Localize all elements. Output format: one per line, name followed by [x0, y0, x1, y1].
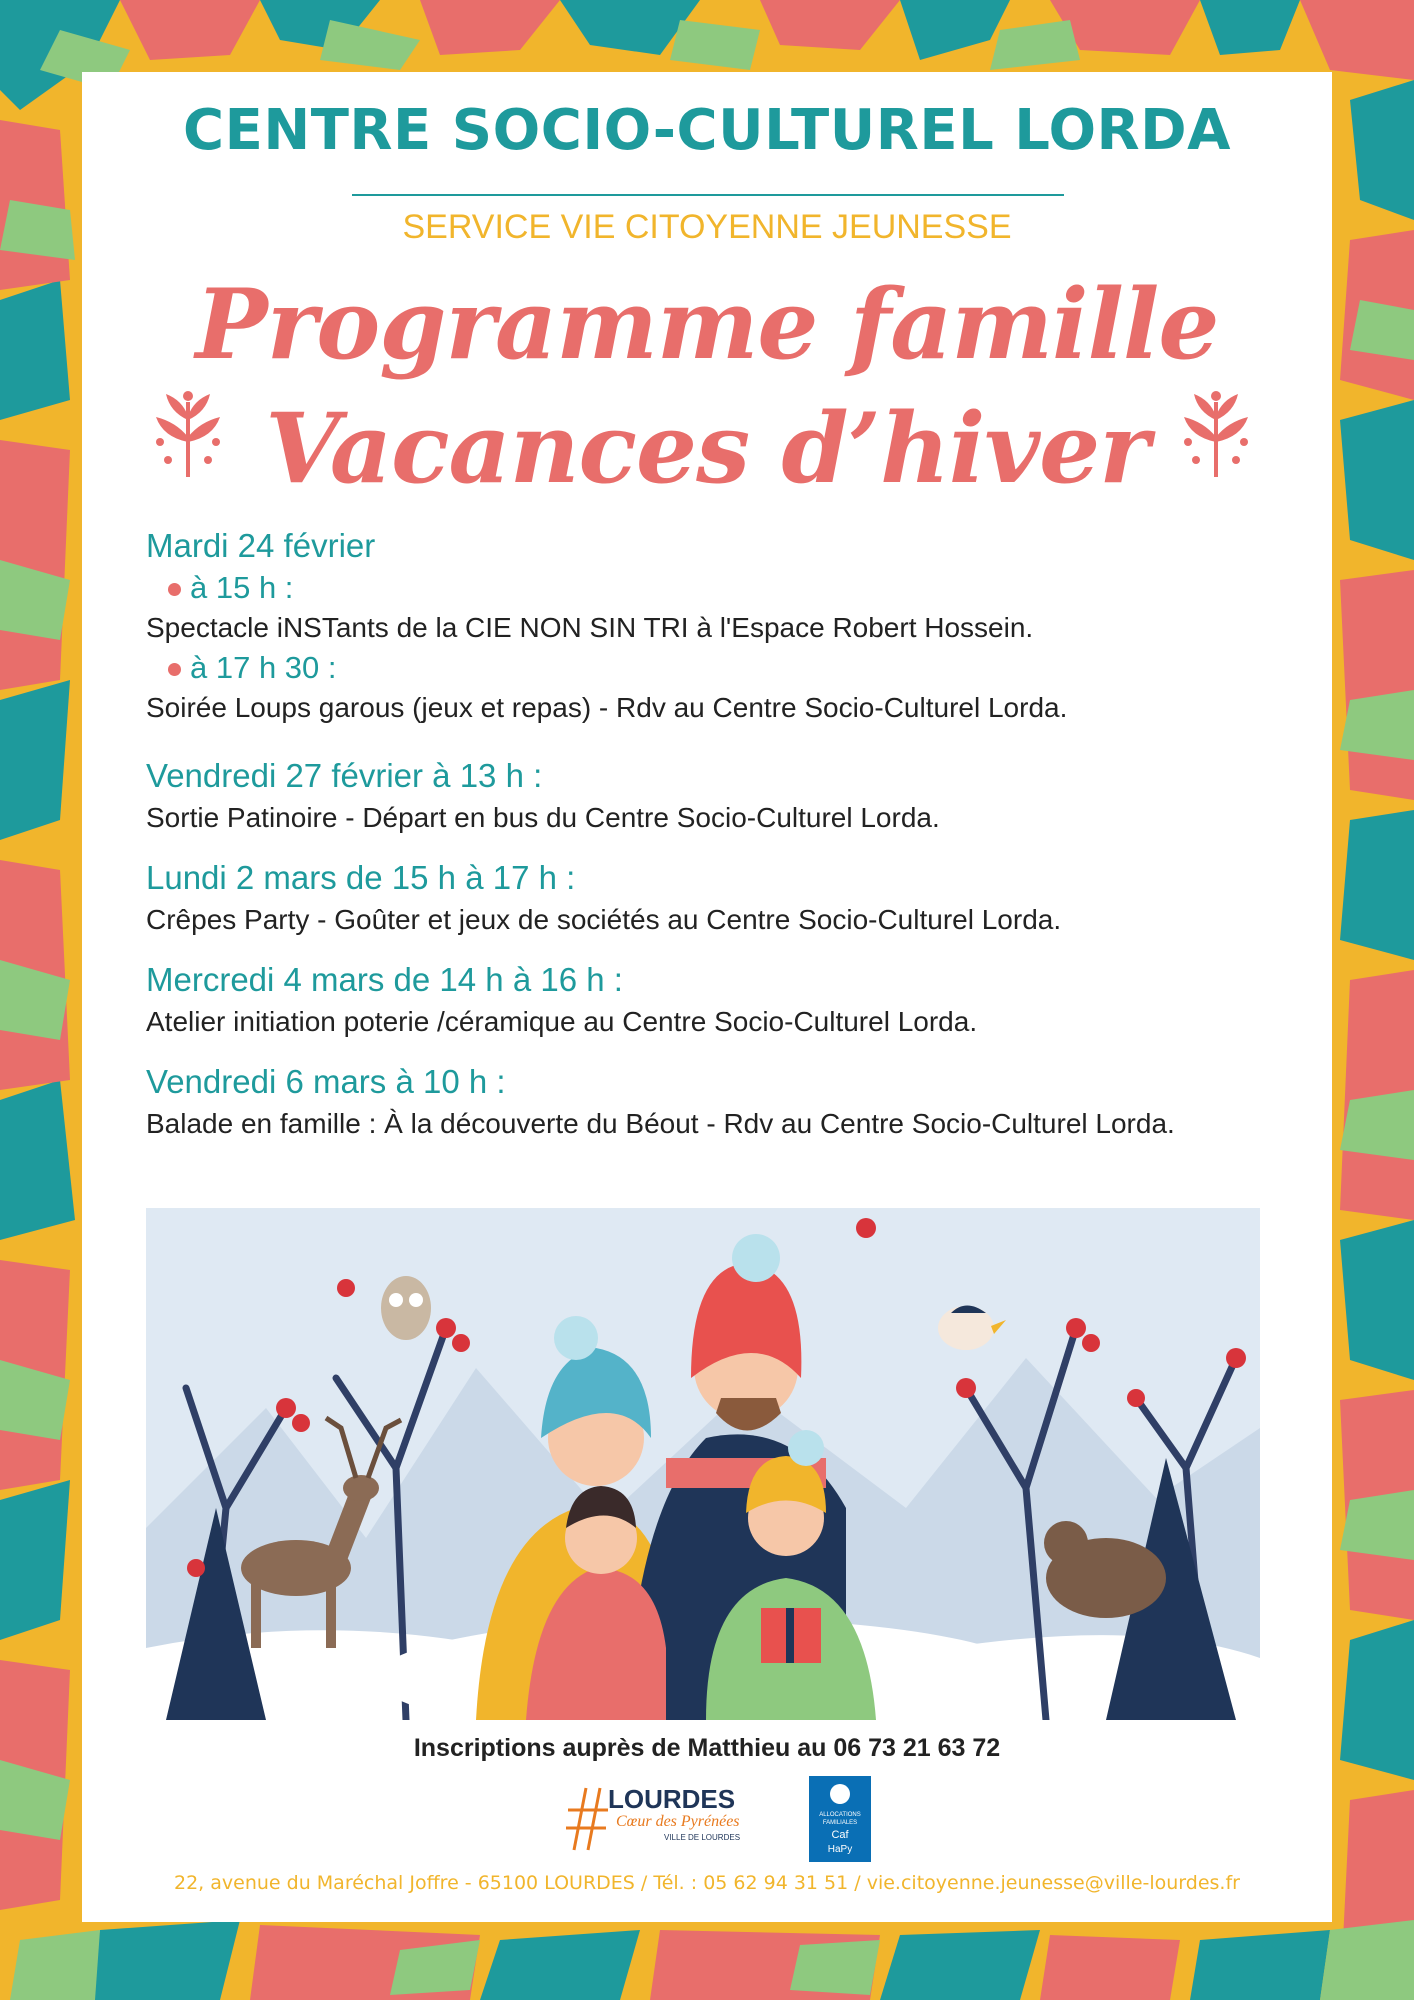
- event-item: [146, 524, 1296, 728]
- event-item: [146, 1060, 1296, 1144]
- event-time: à 15 h :: [146, 568, 1296, 608]
- caf-line4: HaPy: [827, 1844, 853, 1855]
- bullet-icon: [168, 663, 181, 676]
- title-divider: [352, 194, 1064, 196]
- event-item: [146, 856, 1296, 940]
- event-description: Atelier initiation poterie /céramique au Centre Socio-Culturel Lorda.: [146, 1006, 978, 1037]
- lourdes-name: LOURDES: [608, 1784, 736, 1814]
- event-description: Balade en famille : À la découverte du Béout - Rdv au Centre Socio-Culturel Lorda.: [146, 1108, 1175, 1139]
- event-item: [146, 958, 1296, 1042]
- lourdes-tagline: Cœur des Pyrénées: [616, 1813, 740, 1830]
- bullet-icon: [168, 583, 181, 596]
- caf-logo: [809, 1776, 871, 1862]
- footer-contact: 22, avenue du Maréchal Joffre - 65100 LOURDES / Tél. : 05 62 94 31 51 / vie.citoyenne.jeunesse@ville-lourdes.fr: [174, 1872, 1240, 1894]
- caf-line2: FAMILIALES: [822, 1820, 858, 1826]
- event-time: à 17 h 30 :: [146, 648, 1296, 688]
- event-list: [146, 524, 1296, 1162]
- event-description: Soirée Loups garous (jeux et repas) - Rdv au Centre Socio-Culturel Lorda.: [146, 692, 1068, 723]
- lourdes-sub: VILLE DE LOURDES: [664, 1833, 741, 1842]
- lourdes-logo: [564, 1780, 764, 1854]
- event-date: Vendredi 27 février à 13 h :: [146, 757, 543, 794]
- org-title: CENTRE SOCIO-CULTUREL LORDA: [183, 98, 1231, 163]
- program-subtitle: Vacances d’hiver: [265, 392, 1149, 505]
- event-item: [146, 754, 1296, 838]
- service-subtitle: SERVICE VIE CITOYENNE JEUNESSE: [402, 208, 1012, 246]
- event-date: Vendredi 6 mars à 10 h :: [146, 1063, 506, 1100]
- caf-line3: Caf: [831, 1829, 849, 1841]
- program-title: Programme famille: [195, 268, 1219, 381]
- winter-family-illustration: [146, 1208, 1260, 1720]
- event-date: Mercredi 4 mars de 14 h à 16 h :: [146, 961, 623, 998]
- event-description: Sortie Patinoire - Départ en bus du Centre Socio-Culturel Lorda.: [146, 802, 940, 833]
- caf-line1: ALLOCATIONS: [819, 1812, 861, 1818]
- event-description: Crêpes Party - Goûter et jeux de sociétés au Centre Socio-Culturel Lorda.: [146, 904, 1062, 935]
- event-description: Spectacle iNSTants de la CIE NON SIN TRI à l'Espace Robert Hossein.: [146, 612, 1034, 643]
- poster-card: [82, 72, 1332, 1922]
- event-date: Lundi 2 mars de 15 h à 17 h :: [146, 859, 576, 896]
- event-date: Mardi 24 février: [146, 527, 376, 564]
- signup-info: Inscriptions auprès de Matthieu au 06 73 21 63 72: [413, 1734, 1001, 1762]
